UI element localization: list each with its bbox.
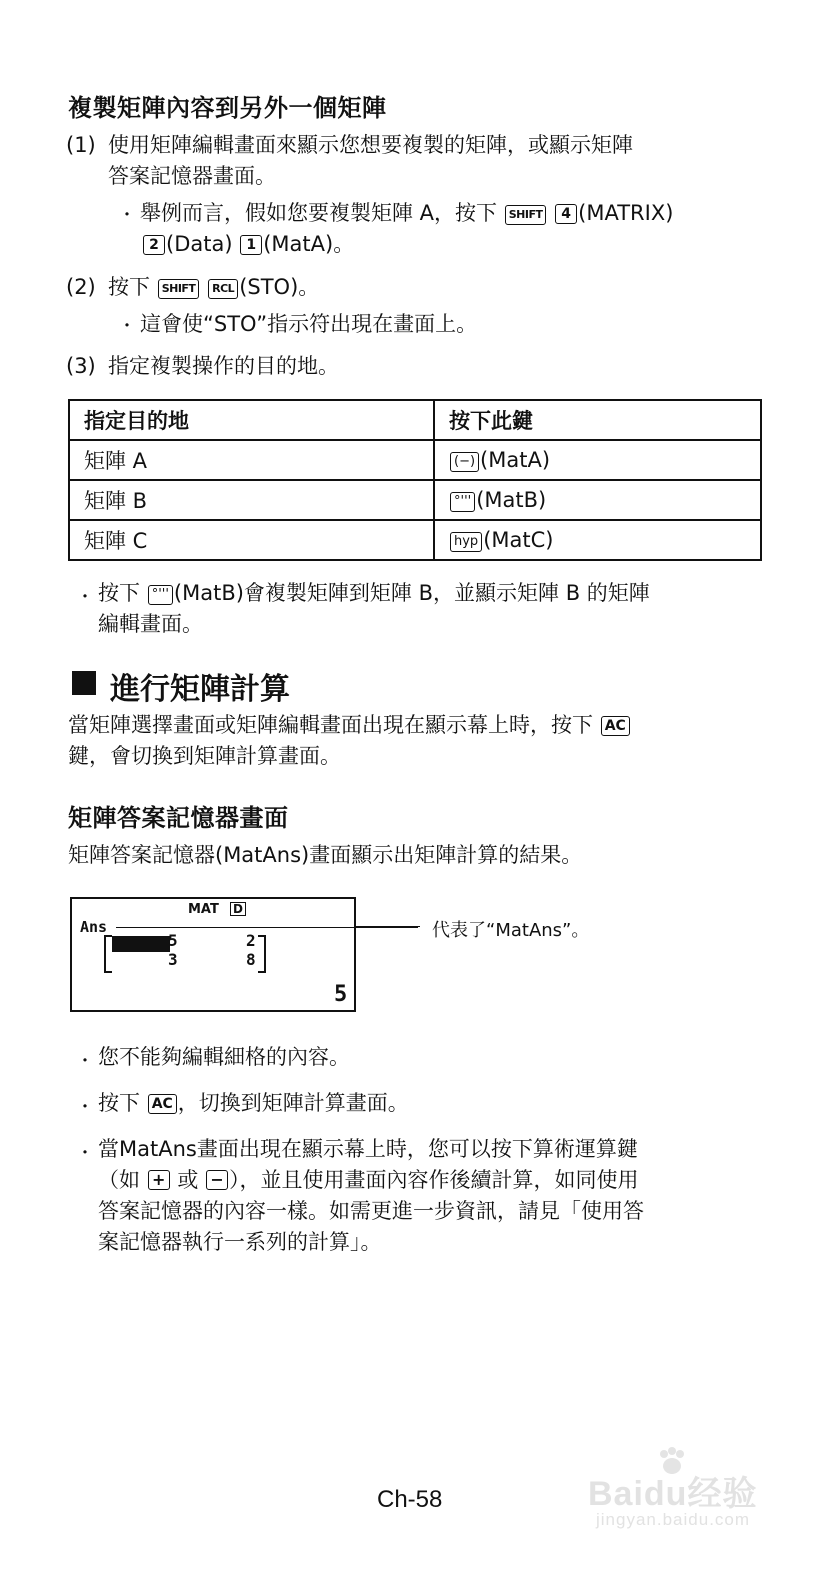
note-copy-line-2: 編輯畫面。 [98, 612, 203, 636]
step-3-number: (3) [66, 354, 96, 378]
bullet-matans-line-3: 答案記憶器的內容一樣。如需更進一步資訊，請見「使用答 [98, 1199, 644, 1223]
note-rest: (MatB)會複製矩陣到矩陣 B，並顯示矩陣 B 的矩陣 [173, 581, 650, 605]
calculator-lcd [70, 897, 356, 1012]
shift-key: SHIFT [505, 205, 547, 225]
degree-key: °''' [148, 585, 173, 605]
ac-key: AC [601, 716, 630, 736]
step-1-example-text: 舉例而言，假如您要複製矩陣 A，按下 [140, 201, 498, 225]
bullet-no-edit: 您不能夠編輯細格的內容。 [98, 1045, 350, 1069]
step-3-text: 指定複製操作的目的地。 [108, 354, 339, 378]
bullet-matans-line-2 [98, 1165, 639, 1196]
section-square-icon [72, 671, 96, 695]
bullet-matans-or: 或 [177, 1168, 199, 1192]
key-2: 2 [143, 235, 165, 255]
cell-r2c2: 8 [246, 950, 256, 969]
bullet-press-text: 按下 [98, 1091, 140, 1115]
key-1: 1 [240, 235, 262, 255]
step-2-number: (2) [66, 275, 96, 299]
bullet-press-ac [98, 1088, 409, 1119]
bullet-dot: ・ [118, 316, 136, 337]
plus-key: + [148, 1170, 170, 1190]
step-1-line-1: 使用矩陣編輯畫面來顯示您想要複製的矩陣，或顯示矩陣 [108, 133, 633, 157]
matrix-calc-line-2: 鍵，會切換到矩陣計算畫面。 [68, 744, 341, 768]
negative-key: (−) [450, 452, 479, 472]
mata-label: (MatA)。 [263, 232, 355, 256]
page-number: Ch-58 [377, 1486, 443, 1513]
section-title-matrix-calc: 進行矩陣計算 [110, 672, 290, 707]
table-cell-key [434, 520, 761, 560]
bullet-press-rest: ，切換到矩陣計算畫面。 [177, 1091, 409, 1115]
bullet-matans-open: （如 [98, 1168, 140, 1192]
key-4: 4 [555, 204, 577, 224]
table-row [69, 480, 761, 520]
ans-underline [116, 927, 418, 928]
bullet-matans-line-4: 案記憶器執行一系列的計算」。 [98, 1230, 382, 1254]
bullet-matans-line-1: 當MatAns畫面出現在顯示幕上時，您可以按下算術運算鍵 [98, 1137, 638, 1161]
step-2-press: 按下 [108, 275, 150, 299]
mat-indicator: MAT [188, 902, 219, 917]
step-2-note: 這會使“STO”指示符出現在畫面上。 [140, 312, 478, 336]
step-1-example-line-2 [142, 229, 354, 260]
matrix-label: (MATRIX) [578, 201, 674, 225]
bullet-matans-rest: ），並且使用畫面內容作後續計算，如同使用 [229, 1168, 639, 1192]
table-header-key: 按下此鍵 [434, 400, 761, 440]
minus-key: − [206, 1170, 228, 1190]
callout-label: 代表了“MatAns”。 [432, 920, 590, 941]
bullet-dot: ・ [76, 1051, 94, 1072]
table-cell-destination: 矩陣 C [69, 520, 434, 560]
destination-table [68, 399, 762, 561]
mata-label: (MatA) [480, 448, 551, 472]
cell-r1c2: 2 [246, 931, 256, 950]
matrix-calc-text: 當矩陣選擇畫面或矩陣編輯畫面出現在顯示幕上時，按下 [68, 713, 593, 737]
lcd-bottom-value: 5 [334, 982, 348, 1007]
degree-key: °''' [450, 492, 475, 512]
rcl-key: RCL [208, 279, 238, 299]
table-cell-key [434, 480, 761, 520]
hyp-key: hyp [450, 532, 482, 552]
sto-label: (STO)。 [239, 275, 320, 299]
note-press: 按下 [98, 581, 140, 605]
ac-key: AC [148, 1094, 177, 1114]
right-bracket [258, 935, 266, 973]
step-1-number: (1) [66, 133, 96, 157]
table-row [69, 520, 761, 560]
selected-cell-highlight [112, 936, 170, 952]
matb-label: (MatB) [476, 488, 547, 512]
callout-line [356, 926, 420, 927]
data-label: (Data) [166, 232, 233, 256]
section-title-copy-matrix: 複製矩陣內容到另外一個矩陣 [68, 94, 387, 122]
table-row [69, 440, 761, 480]
matc-label: (MatC) [483, 528, 554, 552]
step-1-example-line-1 [140, 198, 673, 229]
matans-description: 矩陣答案記憶器(MatAns)畫面顯示出矩陣計算的結果。 [68, 843, 583, 867]
cell-r1c1: 5 [168, 931, 178, 950]
table-cell-key [434, 440, 761, 480]
left-bracket [104, 935, 112, 973]
table-cell-destination: 矩陣 A [69, 440, 434, 480]
note-copy-line-1 [98, 578, 650, 609]
bullet-dot: ・ [76, 587, 94, 608]
bullet-dot: ・ [76, 1143, 94, 1164]
table-cell-destination: 矩陣 B [69, 480, 434, 520]
ans-label: Ans [80, 918, 108, 936]
step-1-line-2: 答案記憶器畫面。 [108, 164, 276, 188]
watermark-url: jingyan.baidu.com [596, 1510, 751, 1529]
shift-key: SHIFT [158, 279, 200, 299]
bullet-dot: ・ [76, 1097, 94, 1118]
step-2-line [108, 272, 319, 303]
table-header-destination: 指定目的地 [69, 400, 434, 440]
cell-r2c1: 3 [168, 950, 178, 969]
bullet-dot: ・ [118, 205, 136, 226]
table-header-row [69, 400, 761, 440]
matrix-calc-line-1 [68, 710, 631, 741]
degree-indicator: D [230, 902, 246, 916]
watermark-logo: Baidu经验 [588, 1475, 758, 1513]
section-title-matans: 矩陣答案記憶器畫面 [68, 804, 289, 832]
